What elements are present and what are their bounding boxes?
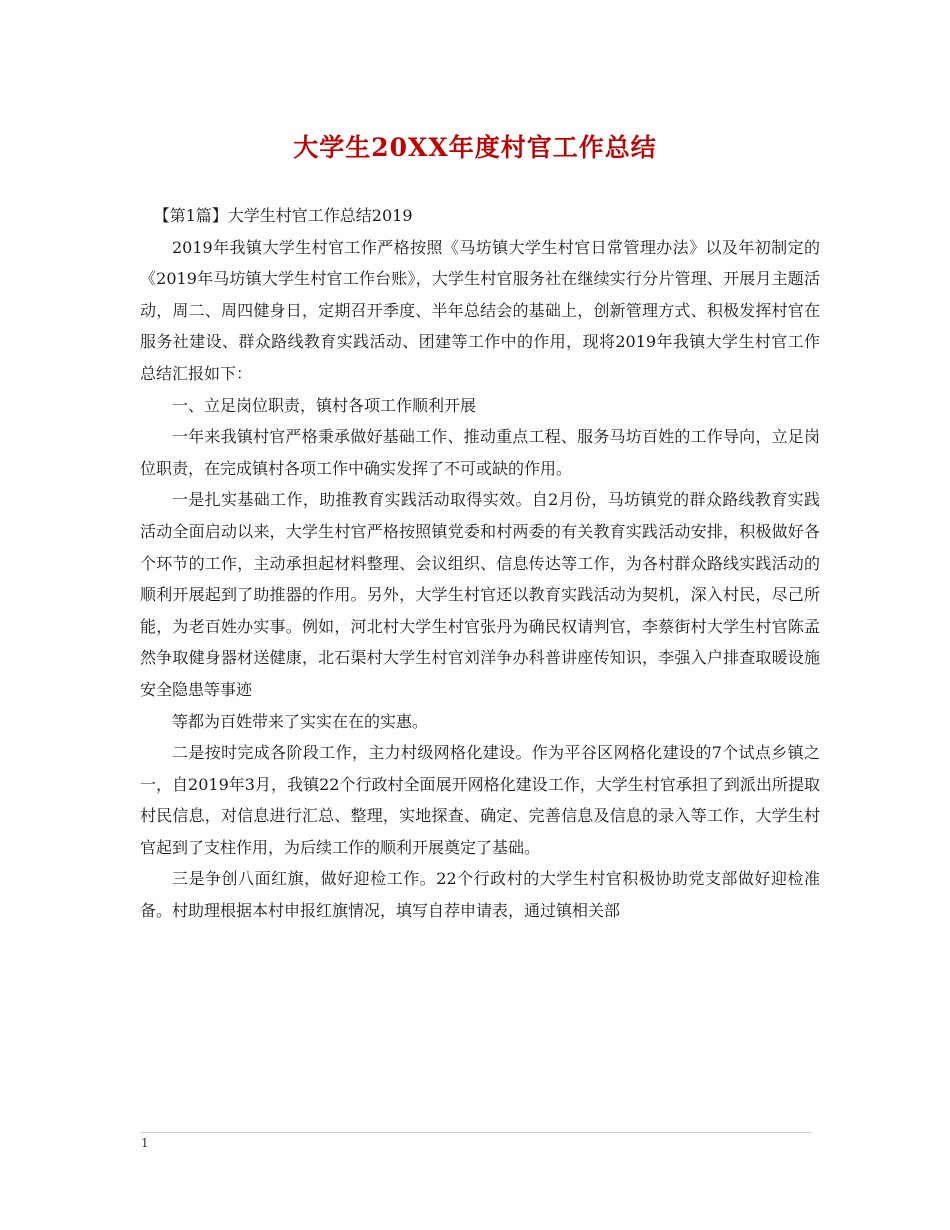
document-body bbox=[140, 200, 820, 927]
paragraph: 一是扎实基础工作，助推教育实践活动取得实效。自2月份，马坊镇党的群众路线教育实践活动全面启动以来，大学生村官严格按照镇党委和村两委的有关教育实践活动安排，积极做好各个环节的工作，主动承担起材料整理、会议组织、信息传达等工作，为各村群众路线实践活动的顺利开展起到了助推器的作用。另外，大学生村官还以教育实践活动为契机，深入村民，尽己所能，为老百姓办实事。例如，河北村大学生村官张丹为确民权请判官，李蔡街村大学生村官陈孟然争取健身器材送健康，北石渠村大学生村官刘洋争办科普讲座传知识，李强入户排查取暖设施安全隐患等事迹 bbox=[140, 490, 820, 699]
footer-divider bbox=[140, 1132, 812, 1133]
paragraph: 三是争创八面红旗，做好迎检工作。22个行政村的大学生村官积极协助党支部做好迎检准备。村助理根据本村申报红旗情况，填写自荐申请表，通过镇相关部 bbox=[140, 869, 820, 921]
page-number: 1 bbox=[141, 1136, 149, 1150]
paragraph: 等都为百姓带来了实实在在的实惠。 bbox=[172, 711, 429, 731]
paragraph: 一年来我镇村官严格秉承做好基础工作、推动重点工程、服务马坊百姓的工作导向，立足岗位职责，在完成镇村各项工作中确实发挥了不可或缺的作用。 bbox=[140, 427, 820, 478]
paragraph: 二是按时完成各阶段工作，主力村级网格化建设。作为平谷区网格化建设的7个试点乡镇之一，自2019年3月，我镇22个行政村全面展开网格化建设工作，大学生村官承担了到派出所提取村民信息，对信息进行汇总、整理，实地探查、确定、完善信息及信息的录入等工作，大学生村官起到了支柱作用，为后续工作的顺利开展奠定了基础。 bbox=[140, 743, 820, 857]
document-title: 大学生20XX年度村官工作总结 bbox=[293, 133, 657, 162]
paragraph-heading: 一、立足岗位职责，镇村各项工作顺利开展 bbox=[172, 395, 477, 415]
section-heading: 【第1篇】大学生村官工作总结2019 bbox=[153, 206, 413, 225]
paragraph: 2019年我镇大学生村官工作严格按照《马坊镇大学生村官日常管理办法》以及年初制定的《2019年马坊镇大学生村官工作台账》，大学生村官服务社在继续实行分片管理、开展月主题活动，周二、周四健身日，定期召开季度、半年总结会的基础上，创新管理方式、积极发挥村官在服务社建设、群众路线教育实践活动、团建等工作中的作用，现将2019年我镇大学生村官工作总结汇报如下： bbox=[140, 237, 820, 383]
